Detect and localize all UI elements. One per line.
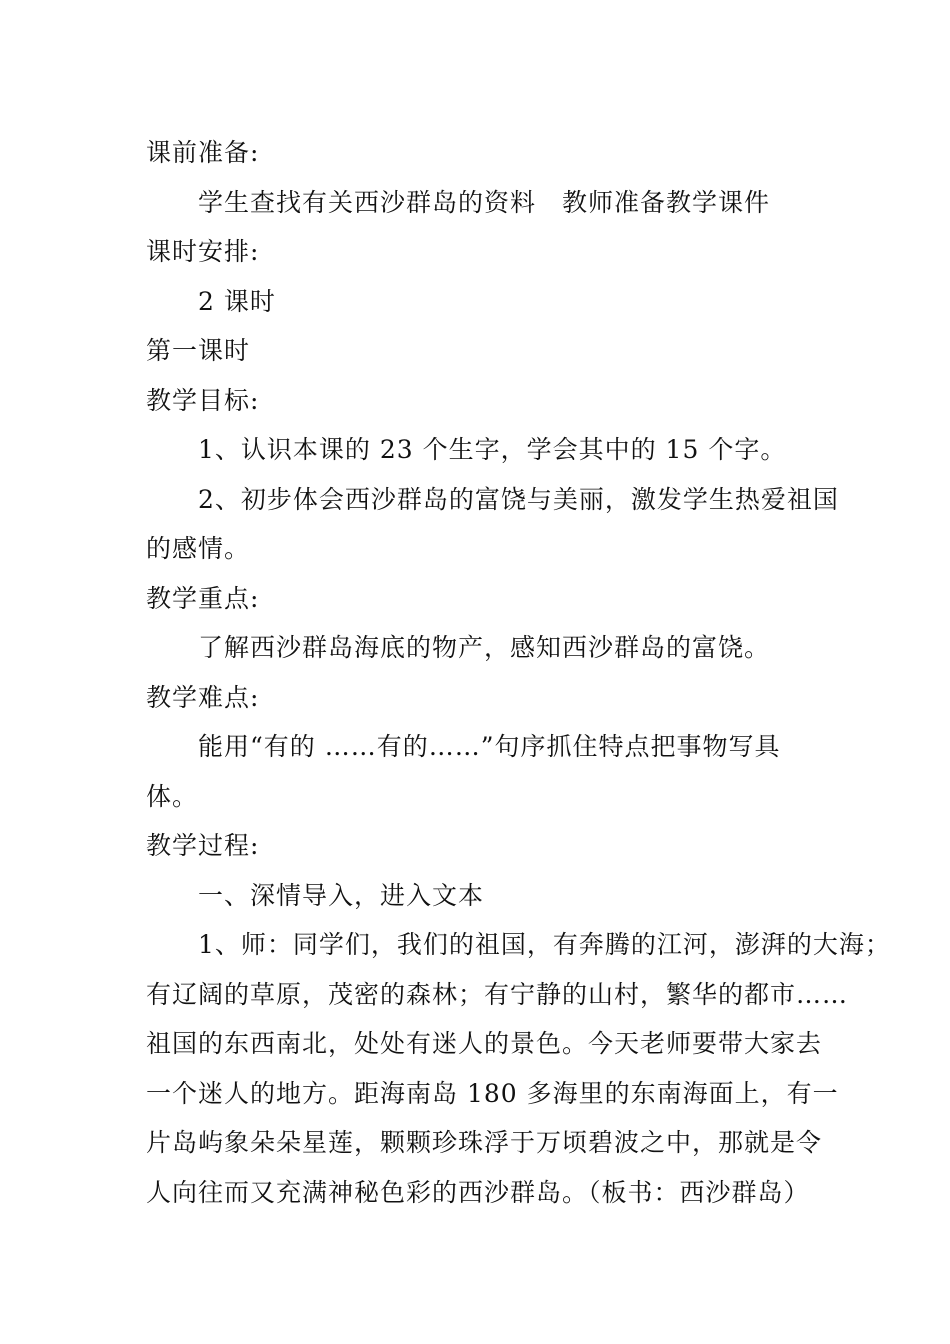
key-points-heading: 教学重点: <box>146 583 260 613</box>
goal-item-2-line-1: 2、初步体会西沙群岛的富饶与美丽，激发学生热爱祖国 <box>198 484 839 514</box>
difficulty-text-line-2: 体。 <box>146 781 199 811</box>
schedule-heading: 课时安排: <box>146 237 260 266</box>
paragraph-line: 一个迷人的地方。距海南岛 180 多海里的东南海面上，有一 <box>146 1078 839 1108</box>
prep-heading: 课前准备: <box>146 138 260 167</box>
step-1-title: 一、深情导入，进入文本 <box>198 880 485 910</box>
lesson-title: 第一课时 <box>146 336 251 365</box>
difficulty-text-line-1: 能用“有的 ……有的……”句序抓住特点把事物写具 <box>198 732 781 761</box>
document-body <box>146 128 891 1217</box>
prep-text: 学生查找有关西沙群岛的资料 教师准备教学课件 <box>198 187 771 217</box>
process-heading: 教学过程: <box>146 831 260 860</box>
paragraph-line: 片岛屿象朵朵星莲，颗颗珍珠浮于万顷碧波之中，那就是令 <box>146 1128 823 1157</box>
schedule-text: 2 课时 <box>198 286 276 316</box>
paragraph-line: 人向往而又充满神秘色彩的西沙群岛。（板书：西沙群岛） <box>146 1177 810 1207</box>
goals-heading: 教学目标: <box>146 385 260 415</box>
goal-item-1: 1、认识本课的 23 个生字，学会其中的 15 个字。 <box>198 435 787 464</box>
difficulty-heading: 教学难点: <box>146 682 260 712</box>
key-points-text: 了解西沙群岛海底的物产，感知西沙群岛的富饶。 <box>198 633 771 662</box>
paragraph-line: 祖国的东西南北，处处有迷人的景色。今天老师要带大家去 <box>146 1029 823 1058</box>
paragraph-line: 有辽阔的草原，茂密的森林；有宁静的山村，繁华的都市…… <box>146 979 849 1009</box>
paragraph-line: 1、师：同学们，我们的祖国，有奔腾的江河，澎湃的大海； <box>198 930 891 959</box>
goal-item-2-line-2: 的感情。 <box>146 534 251 563</box>
